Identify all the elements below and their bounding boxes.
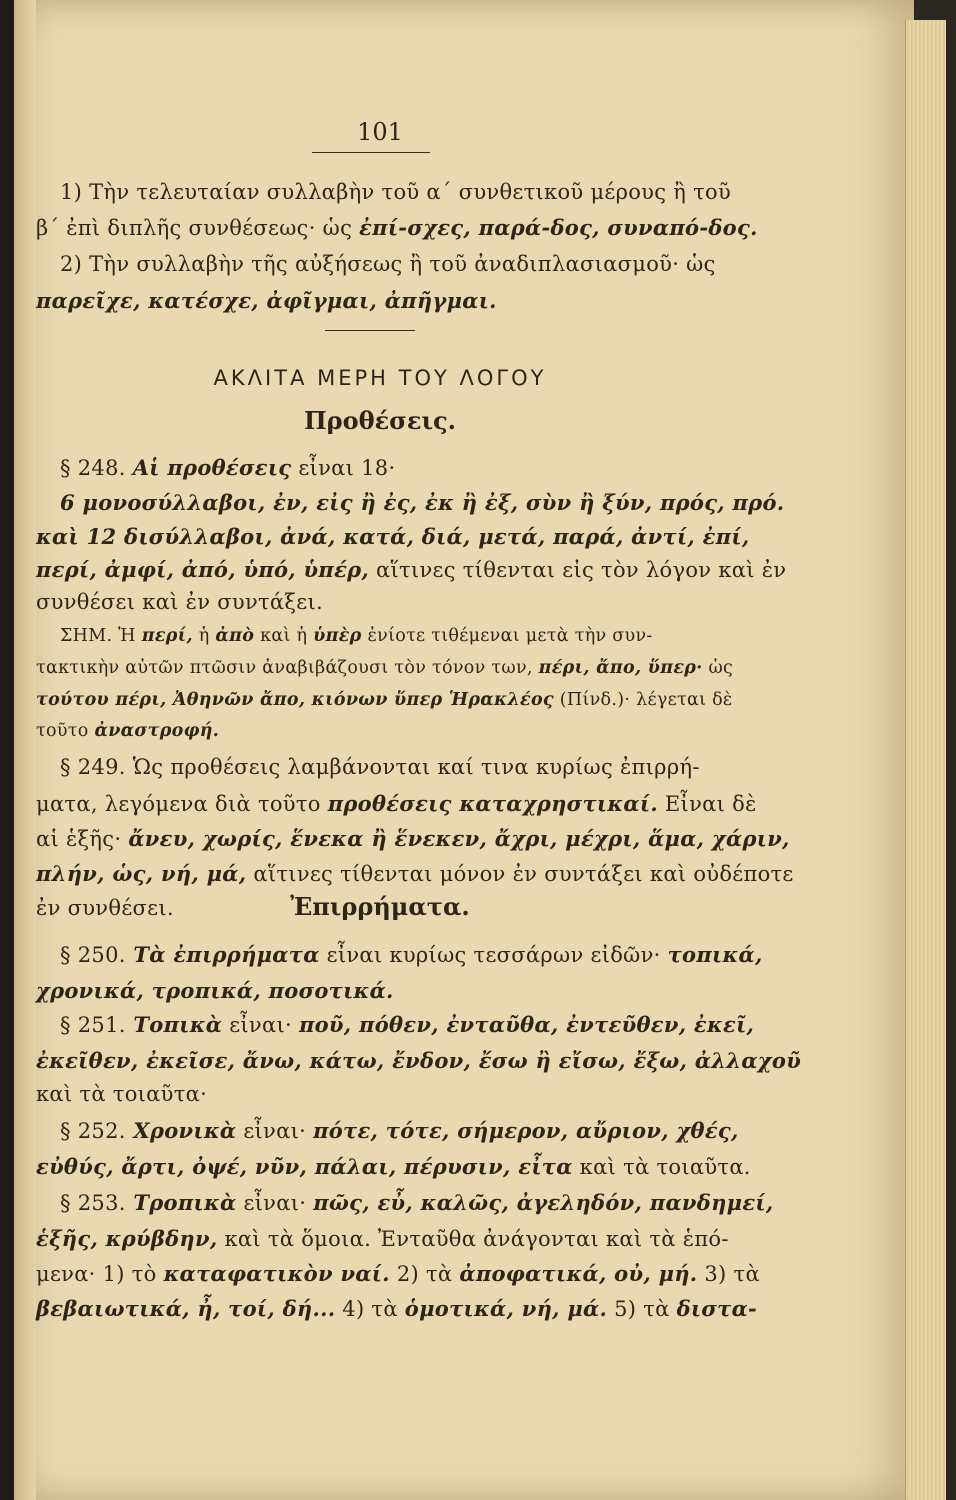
paragraph-248: § 248. Αἱ προθέσεις εἶναι 18·: [60, 455, 396, 480]
text-line: εὐθύς, ἄρτι, ὀψέ, νῦν, πάλαι, πέρυσιν, εἶτα καὶ τὰ τοιαῦτα.: [36, 1154, 751, 1179]
note-paragraph: ΣΗΜ. Ἡ περί, ἡ ἀπὸ καὶ ἡ ὑπὲρ ἐνίοτε τιθέμεναι μετὰ τὴν συν-: [60, 626, 653, 646]
chapter-heading: ΑΚΛΙΤΑ ΜΕΡΗ ΤΟΥ ΛΟΓΟΥ: [213, 366, 547, 390]
text-line: 6 μονοσύλλαβοι, ἐν, εἰς ἢ ἐς, ἐκ ἢ ἐξ, σὺν ἢ ξύν, πρός, πρό.: [60, 490, 785, 515]
text-line: αἱ ἑξῆς· ἄνευ, χωρίς, ἕνεκα ἢ ἕνεκεν, ἄχρι, μέχρι, ἅμα, χάριν,: [36, 826, 790, 851]
text-line: καὶ τὰ τοιαῦτα·: [36, 1082, 208, 1106]
text-line: ἐκεῖθεν, ἐκεῖσε, ἄνω, κάτω, ἔνδον, ἔσω ἢ εἴσω, ἔξω, ἀλλαχοῦ: [36, 1048, 802, 1073]
paragraph-251: § 251. Τοπικὰ εἶναι· ποῦ, πόθεν, ἐνταῦθα, ἐντεῦθεν, ἐκεῖ,: [60, 1012, 755, 1037]
text-line: πλήν, ὡς, νή, μά, αἵτινες τίθενται μόνον ἐν συντάξει καὶ οὐδέποτε: [36, 861, 794, 886]
book-binding: [0, 0, 14, 1500]
text-line: παρεῖχε, κατέσχε, ἀφῖγμαι, ἀπῆγμαι.: [36, 288, 497, 313]
text-line: μενα· 1) τὸ καταφατικὸν ναί. 2) τὰ ἀποφατικά, οὐ, μή. 3) τὰ: [36, 1261, 760, 1286]
page-number-rule: [312, 152, 430, 153]
text-line: τούτου πέρι, Ἀθηνῶν ἄπο, κιόνων ὕπερ Ἡρακλέος (Πίνδ.)· λέγεται δὲ: [36, 690, 733, 710]
text-line: 2) Τὴν συλλαβὴν τῆς αὐξήσεως ἢ τοῦ ἀναδιπλασιασμοῦ· ὡς: [60, 252, 716, 276]
facing-page-edge: [14, 0, 36, 1500]
section-divider: [325, 330, 415, 331]
text-line: βεβαιωτικά, ἦ, τοί, δή... 4) τὰ ὁμοτικά, νή, μά. 5) τὰ διστα-: [36, 1296, 758, 1321]
text-line: περί, ἀμφί, ἀπό, ὑπό, ὑπέρ, αἵτινες τίθενται εἰς τὸν λόγον καὶ ἐν: [36, 557, 787, 582]
paragraph-249: § 249. Ὡς προθέσεις λαμβάνονται καί τινα κυρίως ἐπιρρή-: [60, 755, 700, 779]
text-line: ἑξῆς, κρύβδην, καὶ τὰ ὅμοια. Ἐνταῦθα ἀνάγονται καὶ τὰ ἑπό-: [36, 1226, 729, 1251]
text-line: τοῦτο ἀναστροφή.: [36, 721, 220, 741]
text-line: χρονικά, τροπικά, ποσοτικά.: [36, 978, 394, 1003]
text-line: συνθέσει καὶ ἐν συντάξει.: [36, 590, 323, 614]
page-number: 101: [357, 118, 403, 146]
text-line: καὶ 12 δισύλλαβοι, ἀνά, κατά, διά, μετά, παρά, ἀντί, ἐπί,: [36, 524, 750, 549]
page-stack-edge: [905, 20, 946, 1500]
text-line: τακτικὴν αὐτῶν πτῶσιν ἀναβιβάζουσι τὸν τόνον των, πέρι, ἄπο, ὕπερ· ὡς: [36, 658, 734, 678]
section-heading-prothesis: Προθέσεις.: [303, 406, 457, 435]
paragraph-252: § 252. Χρονικὰ εἶναι· πότε, τότε, σήμερον, αὔριον, χθές,: [60, 1118, 739, 1143]
text-line: ἐν συνθέσει.: [36, 896, 174, 920]
paragraph-253: § 253. Τροπικὰ εἶναι· πῶς, εὖ, καλῶς, ἀγεληδόν, πανδημεί,: [60, 1190, 774, 1215]
text-line: β΄ ἐπὶ διπλῆς συνθέσεως· ὡς ἐπί-σχες, παρά-δος, συναπό-δος.: [36, 215, 758, 240]
text-line: ματα, λεγόμενα διὰ τοῦτο προθέσεις καταχρηστικαί. Εἶναι δὲ: [36, 791, 757, 816]
paragraph-250: § 250. Τὰ ἐπιρρήματα εἶναι κυρίως τεσσάρων εἰδῶν· τοπικά,: [60, 942, 763, 967]
section-heading-epirrhemata: Ἐπιρρήματα.: [290, 892, 470, 921]
text-line: 1) Τὴν τελευταίαν συλλαβὴν τοῦ α΄ συνθετικοῦ μέρους ἢ τοῦ: [60, 180, 732, 204]
